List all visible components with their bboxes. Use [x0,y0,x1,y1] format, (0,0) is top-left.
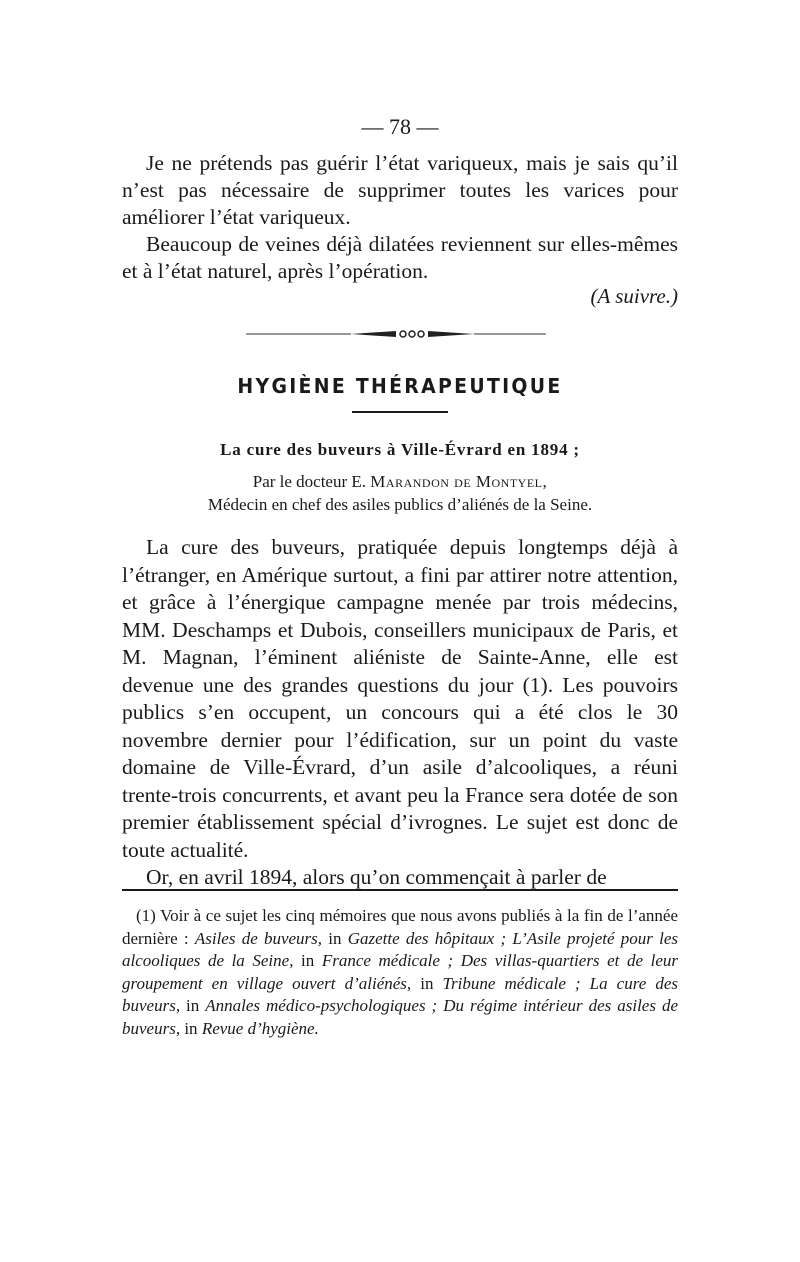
author-affiliation: Médecin en chef des asiles publics d’aliénés de la Seine. [207,495,593,514]
footnote-part: in [293,951,322,970]
footnote-part: Annales médico-psychologiques ; Du régime intérieur des asiles de buveurs, [122,996,678,1038]
paragraph: Or, en avril 1894, alors qu’on commençait à parler de [146,865,607,889]
footnote-part: in [322,928,348,948]
footnote-part: France médicale ; Des villas-quartiers et de leur groupement en village ouvert d’aliénés, [122,951,678,993]
paragraph: Beaucoup de veines déjà dilatées reviennent sur elles-mêmes et à l’état naturel, après l’opération. [122,232,678,283]
footnote-part: in [180,996,206,1015]
author-name: Marandon de Montyel, [370,472,548,491]
footnote-part: Tribune médicale ; La cure des buveurs, [122,973,678,1015]
title-underline [352,411,448,413]
footnote-part: (1) Voir à ce sujet les cinq mémoires que nous avons publiés à la fin de l’année dernière : [122,906,678,948]
footnote-part: in [411,973,443,993]
section-title: HYGIÈNE THÉRAPEUTIQUE [237,374,563,398]
footnote-part: Gazette des hôpitaux ; L’Asile projeté pour les alcooliques de la Seine, [122,928,678,970]
paragraph: Je ne prétends pas guérir l’état variqueux, mais je sais qu’il n’est pas nécessaire de supprimer toutes les varices pour améliorer l’état variqueux. [122,151,678,229]
ornament-divider [246,326,546,342]
footnote-rule [122,889,678,891]
paragraph: La cure des buveurs, pratiquée depuis longtemps déjà à l’étranger, en Amérique surtout, a fini par attirer notre attention, et grâce à l’énergique campagne menée par trois médecins, MM. Deschamps et Dubois, conseillers municipaux de Paris, et M. Magnan, l’éminent aliéniste de Sainte-Anne, elle est devenue une des grandes questions du jour (1). Les pouvoirs publics s’en occupent, un concours qui a été clos le 30 novembre dernier pour l’édification, sur un point du vaste domaine de Ville-Évrard, d’un asile d’alcooliques, a réuni trente-trois concurrents, et avant peu la France sera dotée de son premier établissement spécial d’ivrognes. Le sujet est donc de toute actualité. [122,535,678,862]
previous-article-ending [122,150,678,285]
article-body [122,534,678,892]
footnote-text [122,905,678,1040]
footnote-part: Revue d’hygiène. [201,1018,319,1038]
byline [0,470,800,516]
footnote [122,905,678,1040]
author-line [0,470,800,493]
byline-prefix: Par le docteur E. [252,472,371,491]
footnote-part: in [180,1018,202,1038]
to-be-continued-note: (A suivre.) [590,284,678,308]
footnote-part: Asiles de buveurs, [194,928,323,948]
article-title: La cure des buveurs à Ville-Évrard en 1894 ; [220,440,580,459]
page-number: — 78 — [361,114,439,139]
